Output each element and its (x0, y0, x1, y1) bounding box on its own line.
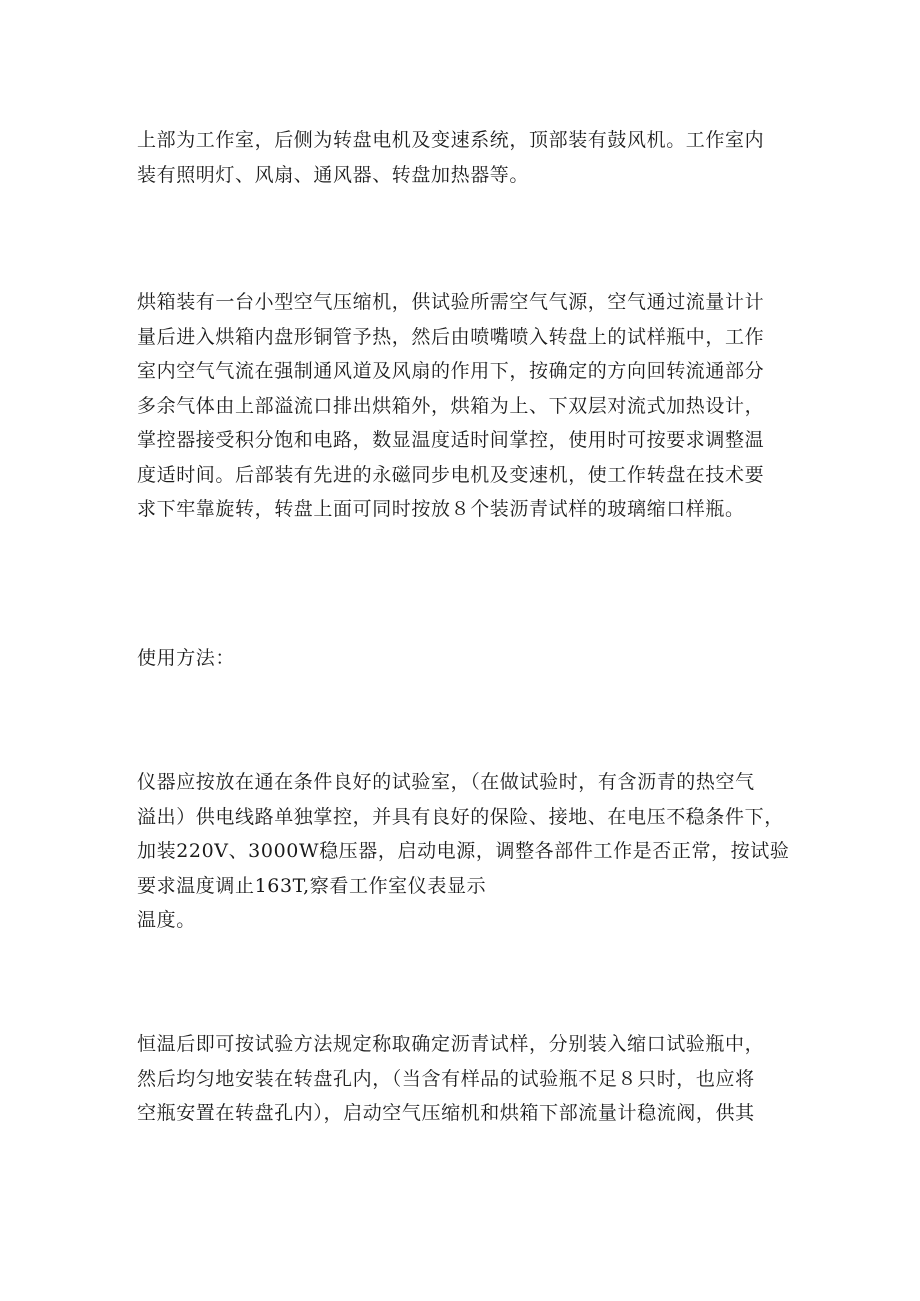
text-line: 恒温后即可按试验方法规定称取确定沥青试样，分别装入缩口试验瓶中， (137, 1033, 765, 1055)
text-line: 空瓶安置在转盘孔内），启动空气压缩机和烘箱下部流量计稳流阀，供其 (137, 1102, 755, 1124)
text-line: 装有照明灯、风扇、通风器、转盘加热器等。 (137, 163, 530, 186)
text-line: 掌控器接受积分饱和电路，数显温度适时间掌控，使用时可按要求调整温 (137, 429, 765, 451)
text-line: 多余气体由上部溢流口排出烘箱外，烘箱为上、下双层对流式加热设计， (137, 394, 765, 417)
paragraph-procedure (137, 1027, 797, 1131)
section-heading: 使用方法： (137, 647, 236, 669)
text-line: 室内空气气流在强制通风道及风扇的作用下，按确定的方向回转流通部分 (137, 360, 765, 382)
text-line: 仪器应按放在通在条件良好的试验室，（在做试验时，有含沥青的热空气 (137, 771, 755, 793)
text-line: 然后均匀地安装在转盘孔内，（当含有样品的试验瓶不足８只时，也应将 (137, 1067, 755, 1090)
text-line: 烘箱装有一台小型空气压缩机，供试验所需空气气源，空气通过流量计计 (137, 291, 765, 313)
text-line: 上部为工作室，后侧为转盘电机及变速系统，顶部装有鼓风机。工作室内 (137, 129, 765, 151)
text-line: 量后进入烘箱内盘形铜管予热，然后由喷嘴喷入转盘上的试样瓶中，工作 (137, 325, 765, 348)
text-line: 求下牢靠旋转，转盘上面可同时按放８个装沥青试样的玻璃缩口样瓶。 (137, 498, 745, 520)
section-heading-usage (137, 641, 797, 676)
text-line: 要求温度调止163T,察看工作室仪表显示 (137, 874, 487, 897)
text-line: 度适时间。后部装有先进的永磁同步电机及变速机，使工作转盘在技术要 (137, 463, 765, 486)
text-line: 温度。 (137, 909, 196, 931)
text-line: 加装220V、3000W稳压器，启动电源，调整各部件工作是否正常，按试验 (137, 840, 790, 862)
paragraph-equipment-layout (137, 123, 797, 192)
paragraph-oven-description (137, 285, 797, 527)
paragraph-installation (137, 765, 797, 938)
text-line: 溢出）供电线路单独掌控，并具有良好的保险、接地、在电压不稳条件下， (137, 805, 784, 828)
